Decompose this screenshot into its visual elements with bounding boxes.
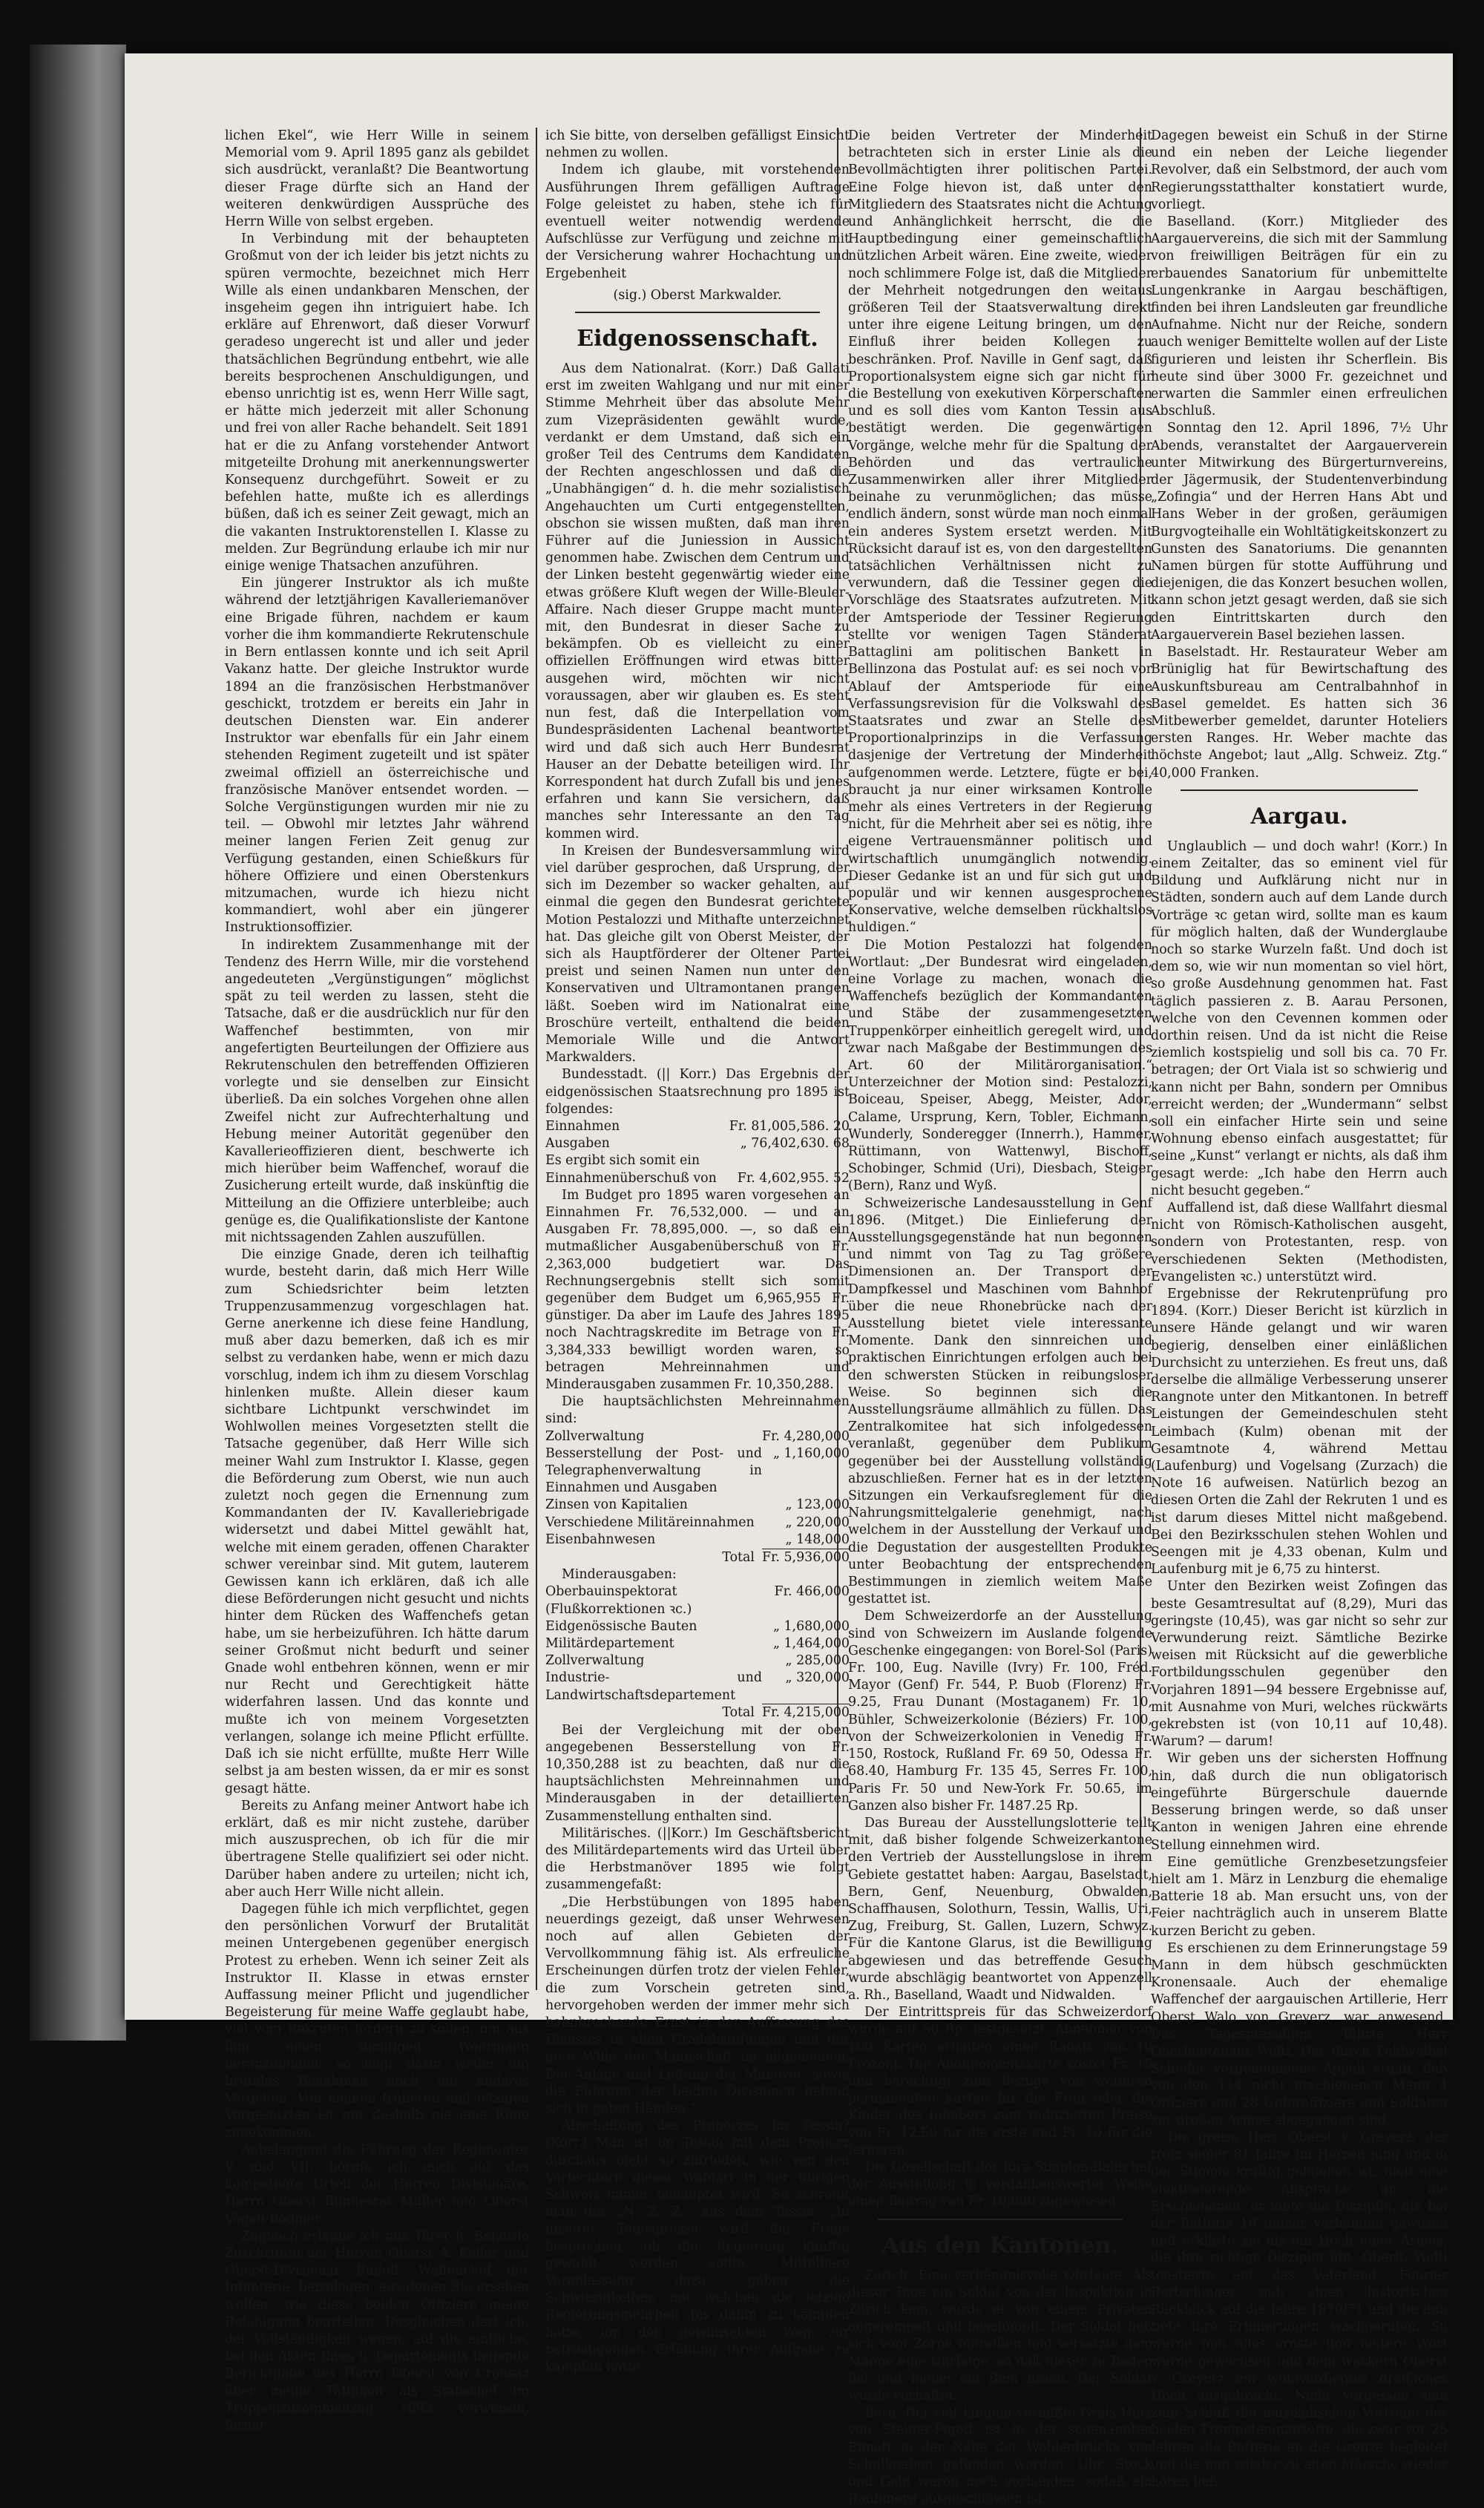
paragraph: Indem ich glaube, mit vorstehenden Ausführungen Ihrem gefälligen Auftrage Folge geleistet zu haben, stehe ich für eventuell weiter notwendig werdende Aufschlüsse zur Verfügung und zeichne mit der Versicherung wahrer Hochachtung und Ergebenheit	[545, 163, 850, 281]
column-rule	[536, 128, 537, 1990]
column-2	[545, 128, 850, 2375]
paragraph: Anbelangend die Führung der Regimenter V und VII, berufe ich mich auf das kompetente Urteil der Herren Divisionäre, Herrn Oberst Bundesrat Müller und Oberst Vögeli-Bodmer.	[225, 2142, 529, 2227]
article-bern: Bern. Der seit langem vermißte Greis Herr von Steiger-Pigott ist in der sogenannten Eimatt in der Nähe der Wohlenbrücke von Schulknaben gefunden worden. Uhr, Stock und Geld waren noch vorhanden, sodaß ein Raubmord ausgeschlossen ist.	[848, 2406, 1152, 2507]
paragraph: In indirektem Zusammenhange mit der Tendenz des Herrn Wille, mir die vorstehend angedeuteten „Vergünstigungen“ möglichst spät zu teil werden zu lassen, steht die Tatsache, daß er die ausdrücklich nur für den Waffenchef bestimmten, von mir angefertigten Beurteilungen der Offiziere aus Rekrutenschulen den betreffenden Offizieren vorlegte und sie denselben zur Einsicht überließ. Da ein solches Vorgehen ohne allen Zweifel nicht zur Aufrechterhaltung und Hebung meiner Autorität gegenüber den Kavallerieoffizieren dient, beschwerte ich mich hierüber beim Waffenchef, worauf die Zusicherung erteilt wurde, daß inskünftig die Mitteilung an die Offiziere unterbleibe; auch genüge es, die Qualifikationsliste der Kantone mit nichtssagenden Zahlen auszufüllen.	[225, 937, 529, 1245]
article-motion-pestalozzi: Die Motion Pestalozzi hat folgenden Wortlaut: „Der Bundesrat wird eingeladen, eine Vorlage zu machen, wonach die Waffenchefs bezüglich der Kommandanten und Stäbe der zusammengesetzten Truppenkörper einheitlich geregelt wird, und zwar nach Maßgabe der Bestimmungen des Art. 60 der Militärorganisation.“ Unterzeichner der Motion sind: Pestalozzi, Boiceau, Speiser, Abegg, Meister, Ador, Calame, Ursprung, Kern, Tobler, Eichmann, Wunderly, Sonderegger (Innerrh.), Hammer, Rüttimann, von Wattenwyl, Bischoff, Schobinger, Schmid (Uri), Diesbach, Steiger (Bern), Ranz und Wyß.	[848, 937, 1152, 1194]
table-row: Verschiedene Militäreinnahmen „ 220,000	[545, 1514, 850, 1530]
mehreinnahmen-table	[545, 1428, 850, 1567]
state-account-table	[545, 1118, 850, 1187]
paragraph: „Die Herbstübungen von 1895 haben neuerdings gezeigt, daß unser Wehrwesen noch auf allen Gebieten der Vervollkommnung fähig ist. Als erfreuliche Erscheinungen dürfen trotz der vielen Fehler, die zum Vorschein getreten sind, hervorgehoben werden der immer mehr sich bahnbrechende Ernst in der Auffassung des Dienstes in allen Gradabstufungen und der gute Wille der Mannschaft im allgemeinen. Die Anlage und Leitung der Manöver, sowie die Führung der beiden Divisionen befand sich in guten Händen.“	[545, 1894, 850, 2117]
paragraph: Bei der Vergleichung mit der oben angegebenen Besserstellung von Fr. 10,350,288 ist zu beachten, daß nur die hauptsächlichsten Mehreinnahmen und Minderausgaben in der detaillierten Zusammenstellung enthalten sind.	[545, 1722, 850, 1824]
article-nationalrat: Aus dem Nationalrat. (Korr.) Daß Gallati erst im zweiten Wahlgang und nur mit einer Stimme Mehrheit über das absolute Mehr zum Vizepräsidenten gewählt wurde, verdankt er dem Umstand, daß sich ein großer Teil des Centrums dem Kandidaten der Rechten angeschlossen und daß die „Unabhängigen“ d. h. die mehr sozialistisch Angehauchten um Curti entgegenstellten, obschon sie wissen mußten, daß man ihren Führer auf die Juniession in Aussicht genommen habe. Zwischen dem Centrum und der Linken besteht gegenwärtig wieder eine etwas größere Kluft wegen der Wille-Bleuler-Affaire. Nach dieser Gruppe macht munter mit, den Bundesrat in dieser Sache zu bekämpfen. Ob es vielleicht zu einer offiziellen Eröffnungen wird etwas bitter ausgehen wird, möchten wir nicht voraussagen, aber wir glauben es. Es steht nun fest, daß die Interpellation vom Bundespräsidenten Lachenal beantwortet wird und daß sich auch Herr Bundesrat Hauser an der Debatte beteiligen wird. Ihr Korrespondent hat durch Zufall bis und jenes erfahren und kann Sie versichern, daß manches sehr Interessante an den Tag kommen wird.	[545, 361, 850, 841]
paragraph: Zugleich erlaube ich mir, Ihrer h. Behörde Zuschriften der Herren Oberst A. Keller und Oberst-Divisionär Rudolf, Waffenchef der Infanterie, beizulegen, aus denen Sie ersehen wollen, wie diese beiden Offiziere meine Befähigung beurteilen. Desgleichen darf ich, der Vollständigkeit wegen, auf die amtliche, bei den Akten Ihres h. Departements liegende Berichtgabe des Herrn Oberst von Crousaz über meine Tätigkeit als Stabschef im Truppenzusammenzug 1893 verweisen, ferner	[225, 2228, 529, 2434]
article-grenzbesetzungsfeier: Eine gemütliche Grenzbesetzungsfeier hielt am 1. März in Lenzburg die ehemalige Batterie 18 ab. Man ersucht uns, von der Feier nachträglich auch in unserem Blatte kurzen Bericht zu geben.	[1151, 1854, 1448, 1939]
paragraph: Bereits zu Anfang meiner Antwort habe ich erklärt, daß es mir nicht zustehe, darüber mich auszusprechen, ob ich für die mir übertragene Stelle qualifiziert sei oder nicht. Darüber haben andere zu urteilen; nicht ich, aber auch Herr Wille nicht allein.	[225, 1798, 529, 1900]
column-4	[1151, 128, 1448, 2490]
article-rekrutenpruefung: Ergebnisse der Rekrutenprüfung pro 1894. (Korr.) Dieser Bericht ist kürzlich in unsere Hände gelangt und wir waren begierig, denselben einer einläßlichen Durchsicht zu unterziehen. Es freut uns, daß derselbe die allmälige Verbesserung unserer Rangnote unter den Mitkantonen. In betreff Leistungen der Gemeindeschulen steht Leimbach (Kulm) obenan mit der Gesamtnote 4, während Mettau (Laufenburg) und Vogelsang (Zurzach) die Note 16 aufweisen. Natürlich bezog an diesen Orten die Zahl der Rekruten 1 und es ist darum dieses Mittel nicht maßgebend. Bei den Bezirksschulen stehen Wohlen und Seengen mit je 4,33 obenan, Kulm und Laufenburg mit je 6,75 zu hinterst.	[1151, 1287, 1448, 1578]
article-landesausstellung: Schweizerische Landesausstellung in Genf 1896. (Mitget.) Die Einlieferung der Ausstellungsgegenstände hat nun begonnen und nimmt von Tag zu Tag größere Dimensionen an. Der Transport der Dampfkessel und Maschinen vom Bahnhof über die neue Rhonebrücke nach der Ausstellung bietet viele interessante Momente. Dank den sinnreichen und praktischen Einrichtungen erfolgen auch bei den schwersten Stücken in reibungsloser Weise. So beginnen sich die Ausstellungsräume allmählich zu füllen. Das Zentralkomitee hat sich infolgedessen veranlaßt, gegenüber dem Publikum gegenüber bei der Ausstellung vollständig abzuschließen. Ferner hat es in der letzten Sitzungen ein Verkaufsreglement für die Nahrungsmittelgalerie genehmigt, nach welchem in der Ausstellung der Verkauf und die Degustation der ausgestellten Produkte unter Beobachtung der entsprechenden Bestimmungen in ziemlich weitem Maße gestattet ist.	[848, 1195, 1152, 1607]
article-bundesstadt: Bundesstadt. (|| Korr.) Das Ergebnis der eidgenössischen Staatsrechnung pro 1895 ist folgendes:	[545, 1067, 850, 1117]
paragraph: Die greise Herr Oberst v. Greyerz, der trotz seiner 81 Jahre im Herzen jung und in der Stimme kräftig geblieben ist, hielt eine elektrisierende Ansprache an die Erschienenen; er lobte die Disziplin, die bei der Batterie 18 immer vorhanden gewesen und erklärte sie als ein Hoch einer Armee, die ihre richtige Disziplin übt. Oberlt. Welti toastierte auf das Vaterland, Fourier Bertschinger gab einen historischen Rückblick auf die Jahre 1870/71 und die nun tiefe ihre Erinnerungen wachgerufen. So wurde nun alles ernste und heitere Wort wurde gewechselt und dem wackern Oberst v. Greyerz ein wohlverdientes dreifaches Hoch ausgebracht. Nicht vergessen sein zum Schluß die musikalischen Vorträge der beiden Trompetenquartette, die zwar vor 25 Jahren die Batterie an die Grenze begleitet und die nun wieder zu alten Märsche wieder hören ließ.	[1151, 2130, 1448, 2490]
column-3	[848, 128, 1152, 2507]
table-row: Einnahmen Fr. 81,005,586. 20	[545, 1118, 850, 1134]
paragraph: Die Gesellschaft der Jura-Simplon-Bahn hat der Ausstellung in verdankenswerter Weise einen Beitrag von Fr. 10,000 zugewiesen.	[848, 2159, 1152, 2210]
paragraph: Im Budget pro 1895 waren vorgesehen an Einnahmen Fr. 76,532,000. — und an Ausgaben Fr. 78,895,000. —, so daß ein mutmaßlicher Ausgabenüberschuß von Fr. 2,363,000 budgetiert war. Das Rechnungsergebnis stellt sich somit gegenüber dem Budget um 6,965,955 Fr. günstiger. Da aber im Laufe des Jahres 1895 noch Nachtragskredite im Betrage von Fr. 3,384,333 bewilligt worden waren, so betragen Mehreinnahmen und Minderausgaben zusammen Fr. 10,350,288.	[545, 1187, 850, 1393]
paragraph: Der Eintrittspreis für das Schweizerdorf wurde auf 50 Rp. festgesetzt. Abnehmer von 100 Karten erhalten einen Rabatt von 10 Prozent. Die Abonnementskarte kostet Fr. 15 und berechtigt zum Bezuge von weiteren permanenten Karten für die Frau oder die Kinder des Inhabers zum reduzierten Preise von Fr. 12.50 für die erste und Fr. 10 für die ferneren.	[848, 2005, 1152, 2158]
paragraph: Minderausgaben:	[562, 1567, 677, 1583]
article-militaerisches: Militärisches. (||Korr.) Im Geschäftsbericht des Militärdepartements wird das Urteil über die Herbstmanöver 1895 wie folgt zusammengefaßt:	[545, 1825, 850, 1893]
paragraph: ich Sie bitte, von derselben gefälligst Einsicht nehmen zu wollen.	[545, 128, 850, 161]
paragraph: lichen Ekel“, wie Herr Wille in seinem Memorial vom 9. April 1895 ganz als gebildet sich ausdrückt, veranlaßt? Die Beantwortung dieser Frage dürfte sich an Hand der weiteren denkwürdigen Aussprüche des Herrn Wille von selbst ergeben.	[225, 128, 529, 230]
article-zuerich: Zürich. Eine verhängnisvolle Ohrfeige. Als dieser Tage ein Soldat von der Inspektion in Zürich kam, wurde er von einem Privaten angerempelt und beschimpft. Der Soldat ließ sich vom Zorne hinreißen und versetzte dem Manne eine Ohrfeige, so daß dieser zu Boden fiel und hiebei ein Bein brach. Der Soldat wurde verhaftet.	[848, 2268, 1152, 2403]
paragraph: Die einzige Gnade, deren ich teilhaftig wurde, besteht darin, daß mich Herr Wille zum Schiedsrichter beim letzten Truppenzusammenzug vorgeschlagen hat. Gerne anerkenne ich diese feine Handlung, muß aber dazu bemerken, daß ich es mir selbst zu verdanken habe, wenn er mich dazu vorschlug, indem ich ihm zu diesem Vorschlag hinlenken mußte. Allein dieser kaum sichtbare Lichtpunkt verschwindet im Wohlwollen meines Vorgesetzten stellt die Tatsache gegenüber, daß Herr Wille sich meiner Wahl zum Instruktor I. Klasse, gegen die Beförderung zum Oberst, wie nun auch zuletzt noch gegen die Ernennung zum Kommandanten der IV. Kavalleriebrigade widersetzt und dabei Mittel gewählt hat, welche mit einem geraden, offenen Charakter schwer vereinbar sind. Mit gutem, lauterem Gewissen kann ich erklären, daß ich alle diese Beförderungen nicht gesucht und nichts hinter dem Rücken des Waffenchefs getan habe, um sie herbeizuführen. Ich hätte darum seiner Großmut nicht bedurft und seiner Gnade wohl entbehren können, wenn er mir nur Recht und Gerechtigkeit hätte widerfahren lassen. Und das konnte und mußte ich von meinem Vorgesetzten verlangen, solange ich meine Pflicht erfüllte. Daß ich sie nicht erfüllte, mußte Herr Wille selbst ja am besten wissen, da er mir es sonst gesagt hätte.	[225, 1247, 529, 1796]
paragraph: Das Bureau der Ausstellungslotterie teilt mit, daß bisher folgende Schweizerkantone den Vertrieb der Ausstellungslose in ihrem Gebiete gestattet haben: Aargau, Baselstadt, Bern, Genf, Neuenburg, Obwalden, Schaffhausen, Solothurn, Tessin, Wallis, Uri, Zug, Freiburg, St. Gallen, Luzern, Schwyz. Für die Kantone Glarus, ist die Bewilligung abgewiesen und das betreffende Gesuch wurde abschlägig beantwortet von Appenzell a. Rh., Baselland, Waadt und Nidwalden.	[848, 1815, 1152, 2003]
signature: (sig.) Oberst Markwalder.	[613, 287, 782, 303]
paragraph: In Kreisen der Bundesversammlung wird viel darüber gesprochen, daß Ursprung, der sich im Dezember so wacker gehalten, auf einmal die gegen den Bundesrat gerichtete Motion Pestalozzi und Mithafte unterzeichnet hat. Das gleiche gilt von Oberst Meister, der sich als Hauptförderer der Oltener Partei preist und seinen Namen nun unter den Konservativen und Ultramontanen prangen läßt. Soeben wird im Nationalrat eine Broschüre verteilt, enthaltend die beiden Memoriale Wille und die Antwort Markwalders.	[545, 843, 850, 1066]
table-row: Besserstellung der Post- und Telegraphenverwaltung in Einnahmen und Ausgaben „ 1,160,000	[545, 1445, 850, 1496]
paragraph: Unter den Bezirken weist Zofingen das beste Gesamtresultat auf (8,29), Muri das geringste (10,45), was gar nicht so sehr zur Verwunderung reizt. Sämtliche Bezirke weisen mit Rücksicht auf die gewerbliche Fortbildungsschulen gegenüber den Vorjahren 1891—94 bessere Ergebnisse auf, mit Ausnahme von Muri, welches rückwärts gekrebsten ist (von 10,11 auf 10,48). Warum? — darum!	[1151, 1579, 1448, 1750]
table-row: Eisenbahnwesen „ 148,000	[545, 1532, 850, 1547]
paragraph: Die hauptsächlichsten Mehreinnahmen sind:	[545, 1394, 850, 1427]
table-row: Ausgaben „ 76,402,630. 68	[545, 1136, 850, 1152]
article-baselland: Baselland. (Korr.) Mitglieder des Aargauervereins, die sich mit der Sammlung von freiwilligen Beiträgen für ein zu erbauendes Sanatorium für unbemittelte Lungenkranke in Aargau beschäftigen, finden bei ihren Landsleuten gar freundliche Aufnahme. Nicht nur der Reiche, sondern auch weniger Bemittelte wollen auf der Liste figurieren und leisten ihr Scherflein. Bis heute sind über 3000 Fr. gezeichnet und erwarten die Sammler einen erfreulichen Abschluß.	[1151, 214, 1448, 419]
table-row-total: Total Fr. 4,215,000	[545, 1704, 850, 1722]
section-heading: Eidgenossenschaft.	[577, 326, 818, 352]
table-row: Zollverwaltung „ 285,000	[545, 1653, 850, 1669]
paragraph: In Verbindung mit der behaupteten Großmut von der ich leider bis jetzt nichts zu spüren vermochte, bezeichnet mich Herr Wille als einen undankbaren Menschen, der insgeheim gegen ihn intriguiert habe. Ich erkläre auf Ehrenwort, daß dieser Vorwurf geradeso ungerecht ist und aller und jeder thatsächlichen Begründung entbehrt, wie alle bereits besprochenen Anschuldigungen, und ebenso unrichtig ist es, wenn Herr Wille sagt, er hätte mich jederzeit mit aller Schonung und frei von aller Rache behandelt. Seit 1891 hat er die zu Anfang vorstehender Antwort mitgeteilte Drohung mit anerkennungswerter Konsequenz durchgeführt. Soweit er zu befehlen hatte, mußte ich es allerdings büßen, daß ich es seiner Zeit gewagt, mich an die vakanten Instruktorenstellen I. Klasse zu melden. Zur Begründung erlaube ich mir nur einige wenige Thatsachen anzuführen.	[225, 232, 529, 574]
paragraph: Dagegen fühle ich mich verpflichtet, gegen den persönlichen Vorwurf der Brutalität meinen Untergebenen gegenüber energisch Protest zu erheben. Wenn ich seiner Zeit als Instruktor II. Klasse in etwas ernster Auffassung meiner Pflicht und jugendlicher Begeisterung für meine Waffe geglaubt habe, viel vom Rekruten fordern zu sollen, um aus ihm einen tüchtigen Wehrmann heranzubilden, so liegt darin weder ein brutales Benehmen noch ein anderes Vergehen. Von meinen früheren und jetzigen Vorgesetzten ist mir deshalb nie eine Rüge zugekommen.	[225, 1901, 529, 2141]
table-row: Einnahmenüberschuß von Fr. 4,602,955. 52	[545, 1170, 850, 1186]
divider	[1181, 790, 1418, 791]
paragraph: Auffallend ist, daß diese Wallfahrt diesmal nicht von Römisch-Katholischen ausgeht, sondern von Protestanten, resp. von verschiedenen Sekten (Methodisten, Evangelisten ꝛc.) unterstützt wird.	[1151, 1200, 1448, 1284]
paragraph: Wir geben uns der sichersten Hoffnung hin, daß durch die nun obligatorisch eingeführte Bürgerschule dauernde Besserung bringen werde, so daß unser Kanton in wenigen Jahren eine ehrende Stellung einnehmen wird.	[1151, 1751, 1448, 1853]
table-row: Es ergibt sich somit ein	[545, 1153, 700, 1169]
article-unglaublich: Unglaublich — und doch wahr! (Korr.) In einem Zeitalter, das so eminent viel für Bildung und Aufklärung nicht nur in Städten, sondern auch auf dem Lande durch Vorträge ꝛc getan wird, sollte man es kaum für möglich halten, daß der Wunderglaube noch so starke Wurzeln faßt. Und doch ist dem so, wie wir nun momentan so viel hört, so große Ausdehnung genommen hat. Fast täglich passieren z. B. Aarau Personen, welche von den Cevennen kommen oder dorthin reisen. Und da ist nicht die Reise ziemlich kostspielig und soll bis ca. 70 Fr. betragen; der Ort Viala ist so schwierig und kann nicht per Bahn, sondern per Omnibus erreicht werden; der „Wundermann“ selbst soll ein einfacher Hirte sein und seine Wohnung ebenso einfach ausgestattet; für seine „Kunst“ verlangt er nichts, als daß ihm gesagt werde: „Ich habe den Herrn auch nicht besucht gegeben.“	[1151, 838, 1448, 1198]
paragraph: Dem Schweizerdorfe an der Ausstellung sind von Schweizern im Auslande folgende Geschenke eingegangen: von Borel-Sol (Paris) Fr. 100, Eug. Naville (Ivry) Fr. 100, Fréd. Mayor (Genf) Fr. 544, P. Buob (Florenz) Fr. 9.25, Frau Dunant (Mostaganem) Fr. 10, Bühler, Schweizerkolonie (Béziers) Fr. 100, von der Schweizerkolonien in Venedig Fr. 150, Rostock, Rußland Fr. 69 50, Odessa Fr. 68.40, Hamburg Fr. 135 45, Serres Fr. 100, Paris Fr. 50 und New-York Fr. 50.65, im Ganzen also bisher Fr. 1487.25 Rp.	[848, 1609, 1152, 1813]
article-proporz: Abschaffung des Proporzes im Tessin? (Korr.) Man ist im Tessin mit dem Proporz durchaus nicht so zufrieden, wie von den Verfechtern dieser Wahlart in der übrigen Schweiz immer behauptet wird. So schreibt man der „N. Z. Z.“ aus dem Tessin: „In unserer Tagespresse wird die Frage besprochen, ob die Regierung künftig gewählt werden sollte. Mittelbare Veranlassung dazu gaben die Schwierigkeiten, mit welchen die jetzige Regierungsmehrheit bis dahin zu kämpfen hatte, um den gewünschten Weg zur befriedigenden Erfüllung ihrer Aufgabe zu kämpfen hatte.	[545, 2118, 850, 2375]
paragraph: Sonntag den 12. April 1896, 7½ Uhr Abends, veranstaltet der Aargauerverein unter Mitwirkung des Bürgerturnvereins, der Jägermusik, der Studentenverbindung „Zofingia“ und der Herren Hans Abt und Hans Weber in der großen, geräumigen Burgvogteihalle ein Wohltätigkeitskonzert zu Gunsten des Sanatoriums. Die genannten Namen bürgen für stotte Aufführung und diejenigen, die das Konzert besuchen wollen, kann schon jetzt gesagt werden, daß sie sich den Eintrittskarten durch den Aargauerverein Basel beziehen lassen.	[1151, 421, 1448, 643]
paragraph: Es erschienen zu dem Erinnerungstage 59 Mann in dem hübsch geschmückten Kronensaale. Auch der ehemalige Waffenchef der aargauischen Artillerie, Herr Oberst Walo von Greyerz, war anwesend. Das Tagespräsidium führte Herr Oberlieutenant Welti. Der durch Feldweibel Schiefer vorgenommene Appell ergab, daß von den 114 nicht erschienenen Mann 4 Offiziere und 28 Unteroffiziere und Soldaten zur großen Armee abgegangen sind.	[1151, 1940, 1448, 2128]
minderausgaben-table	[545, 1583, 850, 1721]
table-row: Zollverwaltung Fr. 4,280,000	[545, 1428, 850, 1444]
table-row: Industrie- und Landwirtschaftsdepartement „ 320,000	[545, 1670, 850, 1703]
table-row: Militärdepartement „ 1,464,000	[545, 1636, 850, 1652]
table-row: Oberbauinspektorat (Flußkorrektionen ꝛc.) Fr. 466,000	[545, 1584, 850, 1617]
paragraph: Dagegen beweist ein Schuß in der Stirne und ein neben der Leiche liegender Revolver, daß ein Selbstmord, der auch vom Regierungsstatthalter konstatiert wurde, vorliegt.	[1151, 128, 1448, 212]
table-row: Eidgenössische Bauten „ 1,680,000	[545, 1618, 850, 1634]
column-1	[225, 128, 529, 2434]
table-row-total: Total Fr. 5,936,000	[545, 1549, 850, 1567]
divider	[878, 2219, 1123, 2220]
divider	[575, 312, 820, 313]
book-spine	[30, 45, 126, 2041]
newspaper-page	[125, 53, 1453, 2507]
section-heading: Aargau.	[1250, 803, 1348, 830]
table-row: Zinsen von Kapitalien „ 123,000	[545, 1497, 850, 1513]
paragraph: Die beiden Vertreter der Minderheit betrachteten sich in erster Linie als die Bevollmächtigten ihrer politischen Partei. Eine Folge hievon ist, daß unter den Mitgliedern des Staatsrates nicht die Achtung und Anhänglichkeit herrscht, die die Hauptbedingung einer gemeinschaftlich nützlichen Arbeit wären. Eine zweite, wieder noch schlimmere Folge ist, daß die Mitglieder der Mehrheit notgedrungen den weitaus größeren Teil der Staatsverwaltung direkt unter ihre eigene Leitung bringen, um den Einfluß ihrer beiden Kollegen zu beschränken. Prof. Naville in Genf sagt, daß Proportionalsystem eigne sich gar nicht für die Bestellung von exekutiven Körperschaften und es soll dies vom Kanton Tessin aus bestätigt werden. Die gegenwärtigen Vorgänge, welche mehr für die Spaltung der Behörden und das vertrauliche Zusammenwirken aller ihrer Mitglieder beinahe zu verunmöglichen; das müsse endlich ändern, sonst würde man noch einmal ein anderes System ersetzt werden. Mit Rücksicht darauf ist es, von den dargestellten tatsächlichen Verhältnissen nicht zu verwundern, daß die Tessiner gegen die Vorschläge des Staatsrates aufzutreten. Mit der Amtsperiode der Tessiner Regierung stellte vor wenigen Tagen Ständerat Battaglini am politischen Bankett in Bellinzona das Postulat auf: es sei noch vor Ablauf der Amtsperiode für eine Verfassungsrevision für die Volkswahl des Staatsrates und zwar an Stelle des Proportionalprinzips in die Verfassung dasjenige der Vertretung der Minderheit aufgenommen werde. Letztere, fügte er bei, braucht ja nur einer wirksamen Kontrolle mehr als eines Vertreters in der Regierung nicht, für die Mehrheit aber sei es nötig, ihre eigene Vertrauensmänner politisch und wirtschaftlich unumgänglich notwendig. Dieser Gedanke ist an und für sich gut und populär und wir kennen ausgesprochene Konservative, welche demselben rückhaltslos huldigen.“	[848, 128, 1152, 936]
section-heading: Aus den Kantonen.	[881, 2232, 1119, 2259]
article-baselstadt: Baselstadt. Hr. Restaurateur Weber am Brüniglig hat für Bewirtschaftung des Auskunftsbureau am Centralbahnhof in Basel gemeldet. Es hatten sich 36 Mitbewerber gemeldet, darunter Hoteliers ersten Ranges. Hr. Weber machte das höchste Angebot; laut „Allg. Schweiz. Ztg.“ 40,000 Franken.	[1151, 645, 1448, 781]
paragraph: Ein jüngerer Instruktor als ich mußte während der letztjährigen Kavalleriemanöver eine Brigade führen, nachdem er kaum vorher die ihm kommandierte Rekrutenschule in Bern entlassen konnte und ich seit April Vakanz hatte. Der gleiche Instruktor wurde 1894 an die französischen Herbstmanöver geschickt, trotzdem er bereits ein Jahr in deutschen Diensten war. Ein anderer Instruktor war ebenfalls für ein Jahr einem stehenden Regiment zugeteilt und ist später zweimal offiziell an österreichische und französische Manöver entsendet worden. — Solche Vergünstigungen wurden mir nie zu teil. — Obwohl mir letztes Jahr während meiner langen Ferien Zeit genug zur Verfügung gestanden, einen Schießkurs für höhere Offiziere und einen Oberstenkurs mitzumachen, wurde ich hiezu nicht kommandiert, wohl aber ein jüngerer Instruktionsoffizier.	[225, 576, 529, 936]
